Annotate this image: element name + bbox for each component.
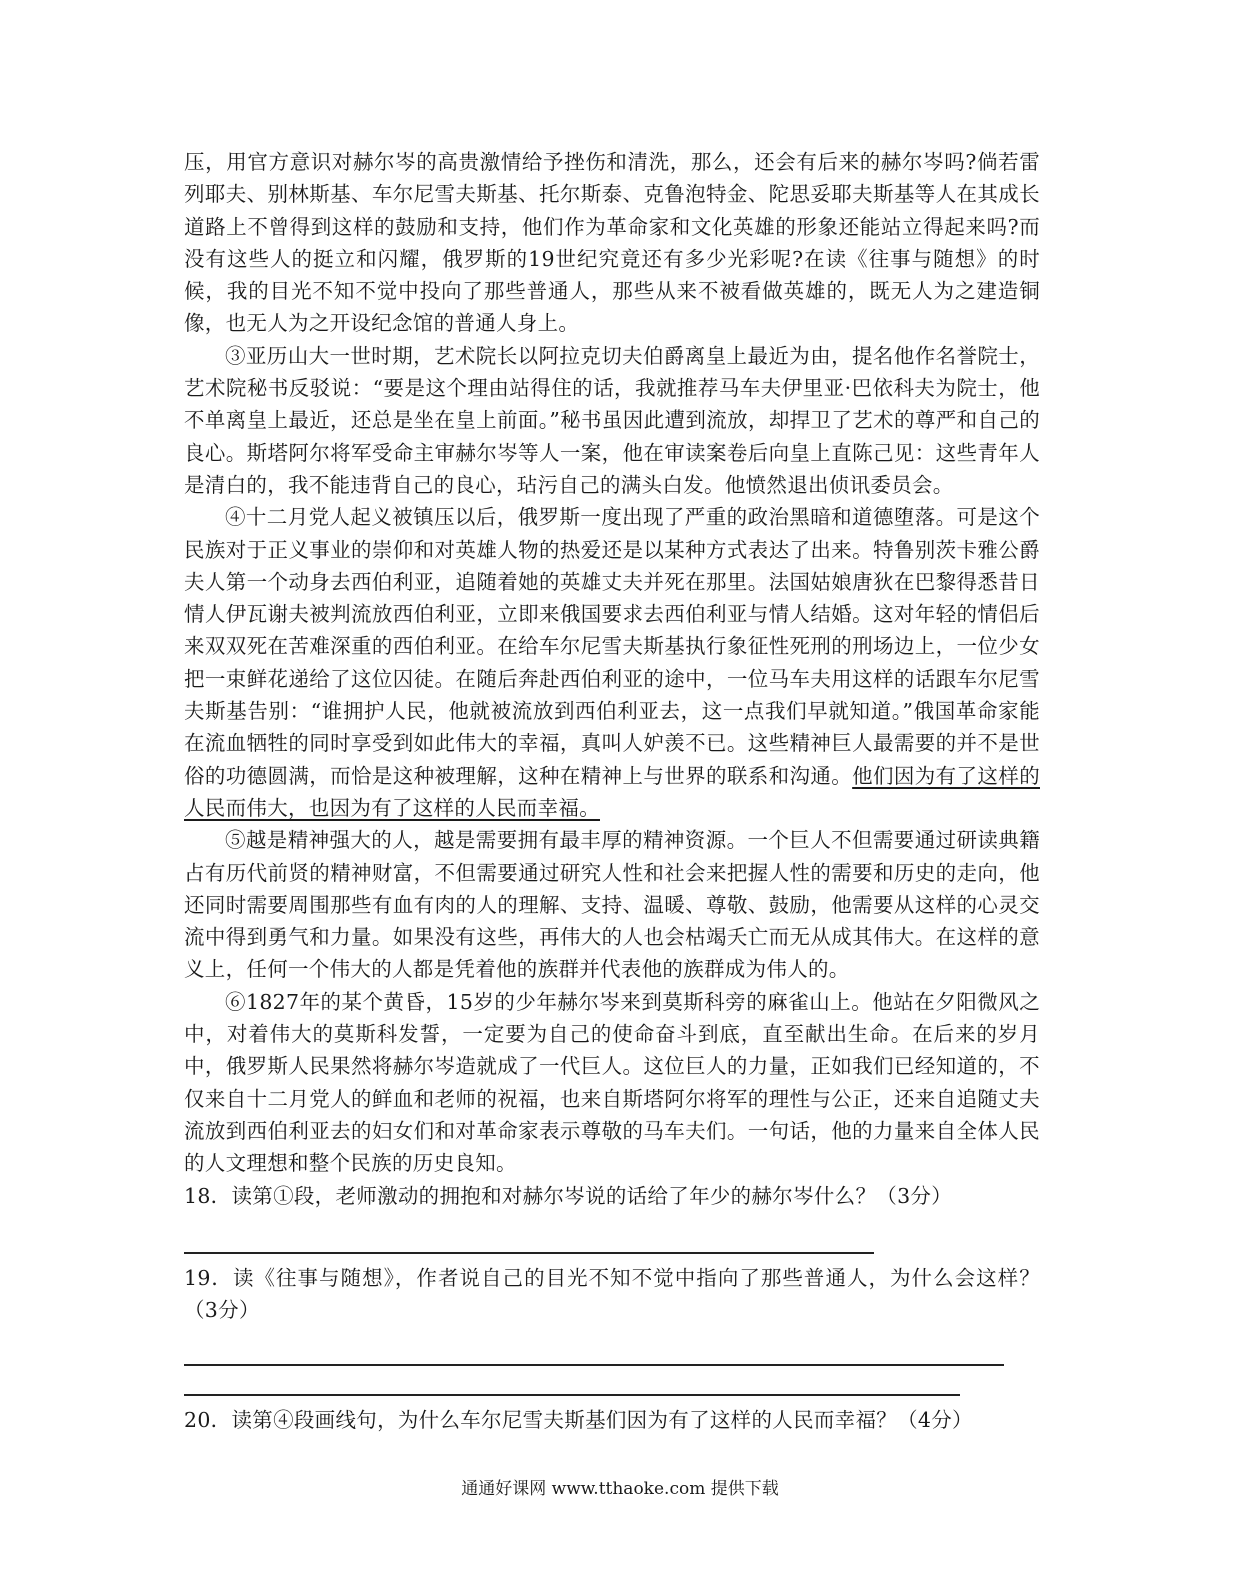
paragraph-5: ⑤越是精神强大的人，越是需要拥有最丰厚的精神资源。一个巨人不但需要通过研读典籍占有历代前贤的精神财富，不但需要通过研究人性和社会来把握人性的需要和历史的走向，他还同时需要周围那些有血有肉的人的理解、支持、温暖、尊敬、鼓励，他需要从这样的心灵交流中得到勇气和力量。如果没有这些，再伟大的人也会枯竭夭亡而无从成其伟大。在这样的意义上，任何一个伟大的人都是凭着他的族群并代表他的族群成为伟人的。 bbox=[184, 828, 1040, 982]
question-18: 18．读第①段，老师激动的拥抱和对赫尔岑说的话给了年少的赫尔岑什么？（3分） bbox=[184, 1183, 953, 1208]
reading-passage bbox=[184, 146, 1040, 1437]
paragraph-3: ③亚历山大一世时期，艺术院长以阿拉克切夫伯爵离皇上最近为由，提名他作名誉院士，艺术院秘书反驳说：“要是这个理由站得住的话，我就推荐马车夫伊里亚·巴依科夫为院士，他不单离皇上最近，还总是坐在皇上前面。”秘书虽因此遭到流放，却捍卫了艺术的尊严和自己的良心。斯塔阿尔将军受命主审赫尔岑等人一案，他在审读案卷后向皇上直陈己见：这些青年人是清白的，我不能违背自己的良心，玷污自己的满头白发。他愤然退出侦讯委员会。 bbox=[184, 343, 1040, 497]
answer-line-19a[interactable] bbox=[184, 1364, 1004, 1366]
question-20: 20．读第④段画线句，为什么车尔尼雪夫斯基们因为有了这样的人民而幸福？（4分） bbox=[184, 1408, 973, 1433]
answer-line-19b[interactable] bbox=[184, 1394, 960, 1396]
paragraph-6: ⑥1827年的某个黄昏，15岁的少年赫尔岑来到莫斯科旁的麻雀山上。他站在夕阳微风之中，对着伟大的莫斯科发誓，一定要为自己的使命奋斗到底，直至献出生命。在后来的岁月中，俄罗斯人民果然将赫尔岑造就成了一代巨人。这位巨人的力量，正如我们已经知道的，不仅来自十二月党人的鲜血和老师的祝福，也来自斯塔阿尔将军的理性与公正，还来自追随丈夫流放到西伯利亚去的妇女们和对革命家表示尊敬的马车夫们。一句话，他的力量来自全体人民的人文理想和整个民族的历史良知。 bbox=[184, 989, 1040, 1176]
answer-line-18[interactable] bbox=[184, 1252, 874, 1254]
paragraph-4 bbox=[184, 501, 1040, 824]
paragraph-2-continuation: 压，用官方意识对赫尔岑的高贵激情给予挫伤和清洗，那么，还会有后来的赫尔岑吗?倘若雷列耶夫、别林斯基、车尔尼雪夫斯基、托尔斯泰、克鲁泡特金、陀思妥耶夫斯基等人在其成长道路上不曾得到这样的鼓励和支持，他们作为革命家和文化英雄的形象还能站立得起来吗?而没有这些人的挺立和闪耀，俄罗斯的19世纪究竟还有多少光彩呢?在读《往事与随想》的时候，我的目光不知不觉中投向了那些普通人，那些从来不被看做英雄的，既无人为之建造铜像，也无人为之开设纪念馆的普通人身上。 bbox=[184, 150, 1040, 336]
underlined-sentence: 他们因为有了这样的人民而伟大，也因为有了这样的人民而幸福。 bbox=[184, 763, 1040, 820]
page-footer: 通通好课网 www.tthaoke.com 提供下载 bbox=[461, 1479, 779, 1499]
question-19: 19．读《往事与随想》，作者说自己的目光不知不觉中指向了那些普通人，为什么会这样？（3分） bbox=[184, 1265, 1040, 1323]
paragraph-4-text: ④十二月党人起义被镇压以后，俄罗斯一度出现了严重的政治黑暗和道德堕落。可是这个民族对于正义事业的崇仰和对英雄人物的热爱还是以某种方式表达了出来。特鲁别茨卡雅公爵夫人第一个动身去西伯利亚，追随着她的英雄丈夫并死在那里。法国姑娘唐狄在巴黎得悉昔日情人伊瓦谢夫被判流放西伯利亚，立即来俄国要求去西伯利亚与情人结婚。这对年轻的情侣后来双双死在苦难深重的西伯利亚。在给车尔尼雪夫斯基执行象征性死刑的刑场边上，一位少女把一束鲜花递给了这位囚徒。在随后奔赴西伯利亚的途中，一位马车夫用这样的话跟车尔尼雪夫斯基告别：“谁拥护人民，他就被流放到西伯利亚去，这一点我们早就知道。”俄国革命家能在流血牺牲的同时享受到如此伟大的幸福，真叫人妒羡不已。这些精神巨人最需要的并不是世俗的功德圆满，而恰是这种被理解，这种在精神上与世界的联系和沟通。 bbox=[184, 505, 1040, 788]
